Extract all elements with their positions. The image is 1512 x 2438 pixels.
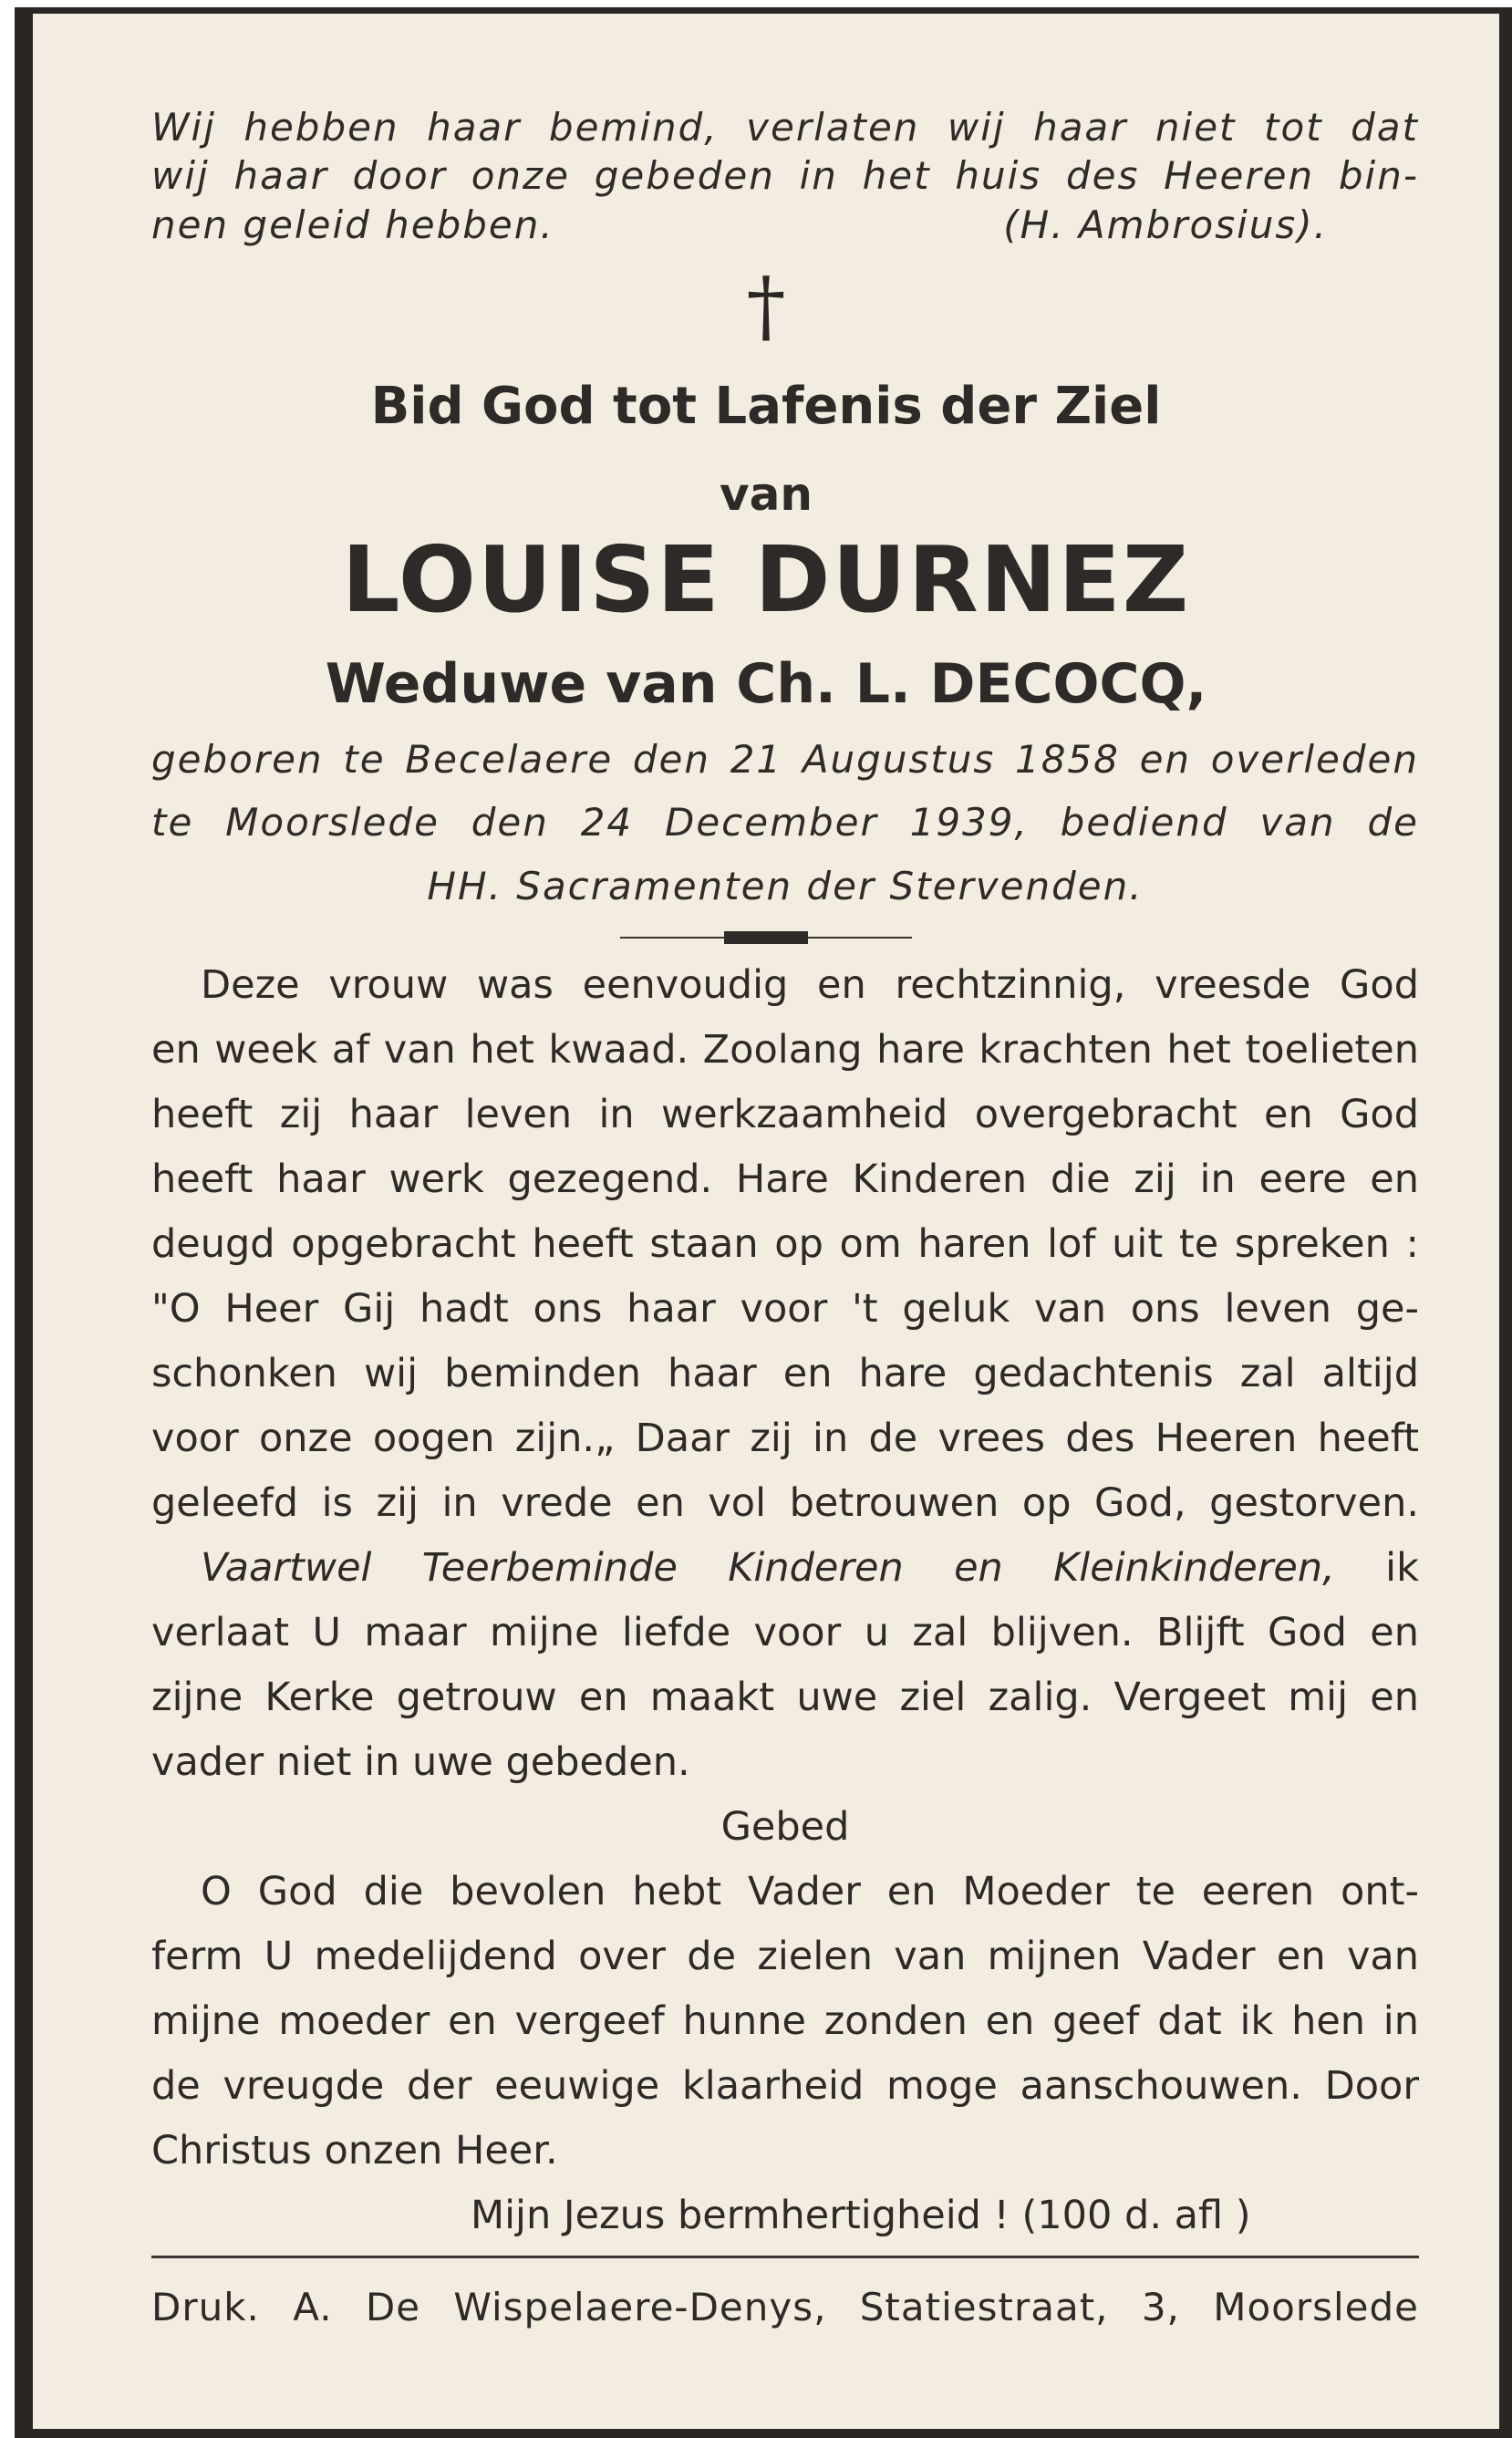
quote-line-3-text: nen geleid hebben.	[151, 202, 554, 247]
van-heading: van	[720, 468, 813, 521]
farewell-line: vader niet in uwe gebeden.	[151, 1739, 690, 1785]
memorial-card	[15, 7, 1512, 2438]
birth-line-3: HH. Sacramenten der Stervenden.	[427, 864, 1144, 908]
footer-rule	[151, 2256, 1419, 2258]
cross-icon: †	[746, 261, 786, 352]
prayer-title: Gebed	[720, 1804, 850, 1850]
prayer-line: de vreugde der eeuwige klaarheid moge aanschouwen. Door	[151, 2063, 1419, 2109]
prayer-line: O God die bevolen hebt Vader en Moeder te eeren ont-	[201, 1869, 1419, 1914]
deceased-name: LOUISE DURNEZ	[341, 526, 1191, 633]
quote-line-2: wij haar door onze gebeden in het huis des Heeren bin-	[151, 153, 1419, 198]
prayer-line: ferm U medelijdend over de zielen van mijnen Vader en van	[151, 1934, 1419, 1979]
body-line: en week af van het kwaad. Zoolang hare krachten het toelieten	[151, 1027, 1419, 1073]
body-line: geleefd is zij in vrede en vol betrouwen op God, gestorven.	[151, 1480, 1419, 1526]
prayer-heading: Bid God tot Lafenis der Ziel	[370, 377, 1162, 436]
body-line: Deze vrouw was eenvoudig en rechtzinnig, vreesde God	[201, 962, 1419, 1008]
body-line: voor onze oogen zijn.„ Daar zij in de vrees des Heeren heeft	[151, 1416, 1419, 1461]
body-line: schonken wij beminden haar en hare gedachtenis zal altijd	[151, 1351, 1419, 1396]
birth-line-2: te Moorslede den 24 December 1939, bediend van de	[151, 800, 1419, 845]
body-line: heeft haar werk gezegend. Hare Kinderen die zij in eere en	[151, 1157, 1419, 1202]
quote-line-1: Wij hebben haar bemind, verlaten wij haar niet tot dat	[151, 105, 1419, 150]
prayer-line: mijne moeder en vergeef hunne zonden en geef dat ik hen in	[151, 1998, 1419, 2044]
indulgence-line: Mijn Jezus bermhertigheid ! (100 d. afl )	[471, 2193, 1251, 2238]
body-line: "O Heer Gij hadt ons haar voor 't geluk van ons leven ge-	[151, 1286, 1419, 1332]
farewell-line: zijne Kerke getrouw en maakt uwe ziel zalig. Vergeet mij en	[151, 1675, 1419, 1720]
prayer-line: Christus onzen Heer.	[151, 2128, 558, 2173]
body-line: deugd opgebracht heeft staan op om haren lof uit te spreken :	[151, 1221, 1419, 1267]
divider-bar	[724, 931, 808, 944]
farewell-italic: Vaartwel Teerbeminde Kinderen en Kleinkinderen,	[201, 1545, 1335, 1591]
farewell-line: verlaat U maar mijne liefde voor u zal blijven. Blijft God en	[151, 1610, 1419, 1655]
quote-source: (H. Ambrosius).	[1003, 202, 1328, 247]
body-line: heeft zij haar leven in werkzaamheid overgebracht en God	[151, 1092, 1419, 1137]
ornamental-divider	[620, 931, 912, 944]
printer-credit: Druk. A. De Wispelaere-Denys, Statiestraat, 3, Moorslede	[151, 2285, 1419, 2329]
birth-line-1: geboren te Becelaere den 21 Augustus 1858 en overleden	[151, 737, 1419, 782]
farewell-line-1	[151, 1545, 1419, 1591]
farewell-rest: ik	[1385, 1545, 1420, 1591]
quote-line-3	[151, 202, 1419, 247]
widow-line: Weduwe van Ch. L. DECOCQ,	[325, 652, 1207, 716]
